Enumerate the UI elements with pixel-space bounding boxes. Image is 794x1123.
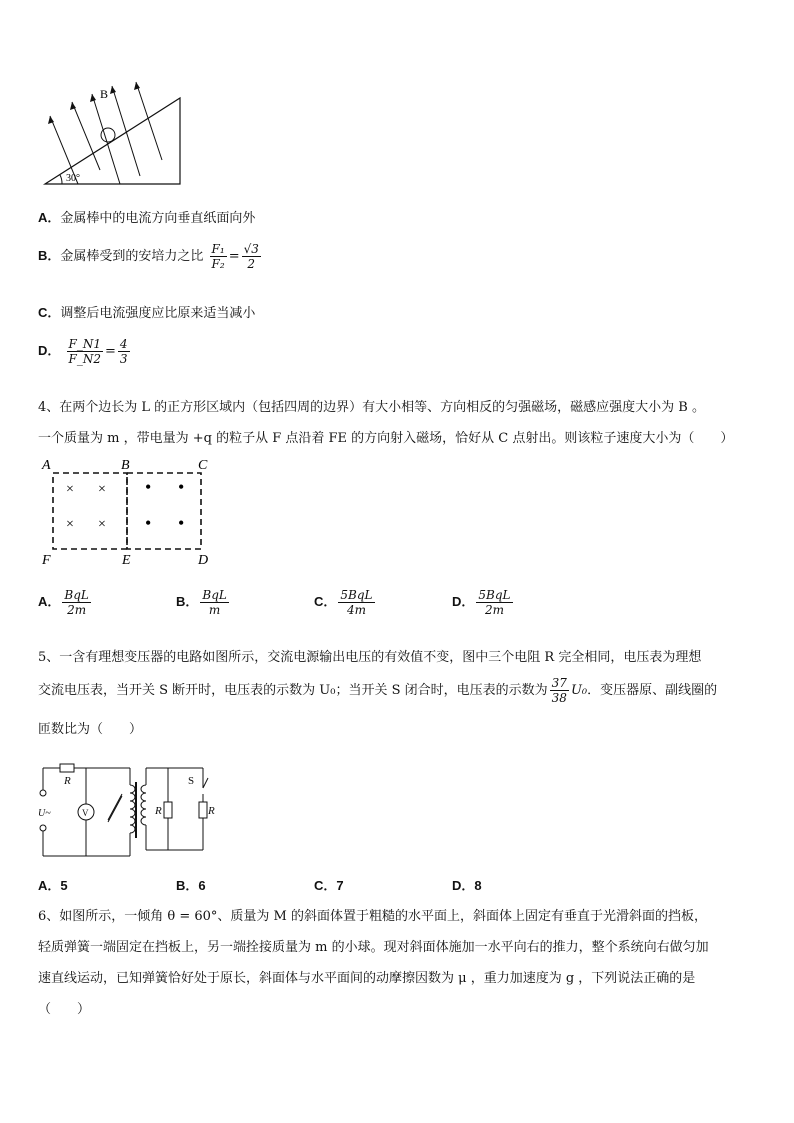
point-D: D xyxy=(198,553,209,568)
q3-option-b: B．金属棒受到的安培力之比 $\frac{\text{F₁}}{\text{F₂}}$ = $\frac{√3}{2}$ xyxy=(38,242,259,271)
q3-option-a: A．金属棒中的电流方向垂直纸面向外 xyxy=(38,210,256,226)
q4-option-c: C． $\frac{\text{5BqL}}{4m}$ xyxy=(314,588,373,617)
dot-mark: • xyxy=(178,477,185,497)
transformer-circuit-figure xyxy=(38,760,228,860)
u-label: U~ xyxy=(38,808,51,819)
q3-option-c: C．调整后电流强度应比原来适当减小 xyxy=(38,305,256,321)
q6-line2: 轻质弹簧一端固定在挡板上，另一端拴接质量为 m 的小球。现对斜面体施加一水平向右的推力，整个系统向右做匀加 xyxy=(38,940,709,955)
cross-mark: × xyxy=(98,517,106,532)
b-label: B xyxy=(100,87,109,101)
q5-option-c: C．7 xyxy=(314,878,344,893)
r-label: R xyxy=(64,775,71,787)
q3-option-d: D． $\frac{F\_N1}{F\_N2}$ = $\frac{4}{3}$ xyxy=(38,337,128,366)
angle-label: 30° xyxy=(66,173,80,184)
s-label: S xyxy=(188,775,195,787)
dot-mark: • xyxy=(178,513,185,533)
cross-mark: × xyxy=(66,482,74,497)
cross-mark: × xyxy=(66,517,74,532)
q4-option-b: B． $\frac{\text{BqL}}{m}$ xyxy=(176,588,227,617)
q4-option-a: A． $\frac{\text{BqL}}{2m}$ xyxy=(38,588,89,617)
q6-line4: （ ） xyxy=(38,1002,91,1017)
point-C: C xyxy=(198,458,208,473)
dot-mark: • xyxy=(145,477,152,497)
q5-line1: 5、一含有理想变压器的电路如图所示，交流电源输出电压的有效值不变，图中三个电阻 R 完全相同，电压表为理想 xyxy=(38,650,702,665)
q4-option-d: D． $\frac{\text{5BqL}}{2m}$ xyxy=(452,588,511,617)
q6-line1: 6、如图所示，一倾角 θ = 60°、质量为 M 的斜面体置于粗糙的水平面上，斜面体上固定有垂直于光滑斜面的挡板， xyxy=(38,909,708,924)
q6-line3: 速直线运动，已知弹簧恰好处于原长，斜面体与水平面间的动摩擦因数为 μ ，重力加速度为 g ，下列说法正确的是 xyxy=(38,971,696,986)
v-label: V xyxy=(82,808,89,818)
q5-line3: 匝数比为（ ） xyxy=(38,722,143,737)
q5-option-b: B．6 xyxy=(176,878,206,893)
point-E: E xyxy=(122,553,131,568)
q4-line2: 一个质量为 m ，带电量为 +q 的粒子从 F 点沿着 FE 的方向射入磁场，恰好从 C 点射出。则该粒子速度大小为（ ） xyxy=(38,431,734,446)
magnetic-field-figure xyxy=(38,454,228,569)
q4-line1: 4、在两个边长为 L 的正方形区域内（包括四周的边界）有大小相等、方向相反的匀强磁场，磁感应强度大小为 B 。 xyxy=(38,400,705,415)
incline-figure xyxy=(40,80,190,190)
q5-option-a: A．5 xyxy=(38,878,68,893)
dot-mark: • xyxy=(145,513,152,533)
point-A: A xyxy=(42,458,51,473)
cross-mark: × xyxy=(98,482,106,497)
point-F: F xyxy=(42,553,51,568)
q5-option-d: D．8 xyxy=(452,878,482,893)
q5-line2: 交流电压表，当开关 S 断开时，电压表的示数为 U₀；当开关 S 闭合时，电压表的示数为 $\frac{37}{38}$ U₀．变压器原、副线圈的 xyxy=(38,676,718,705)
r-label: R xyxy=(208,805,215,817)
r-label: R xyxy=(155,805,162,817)
point-B: B xyxy=(121,458,130,473)
